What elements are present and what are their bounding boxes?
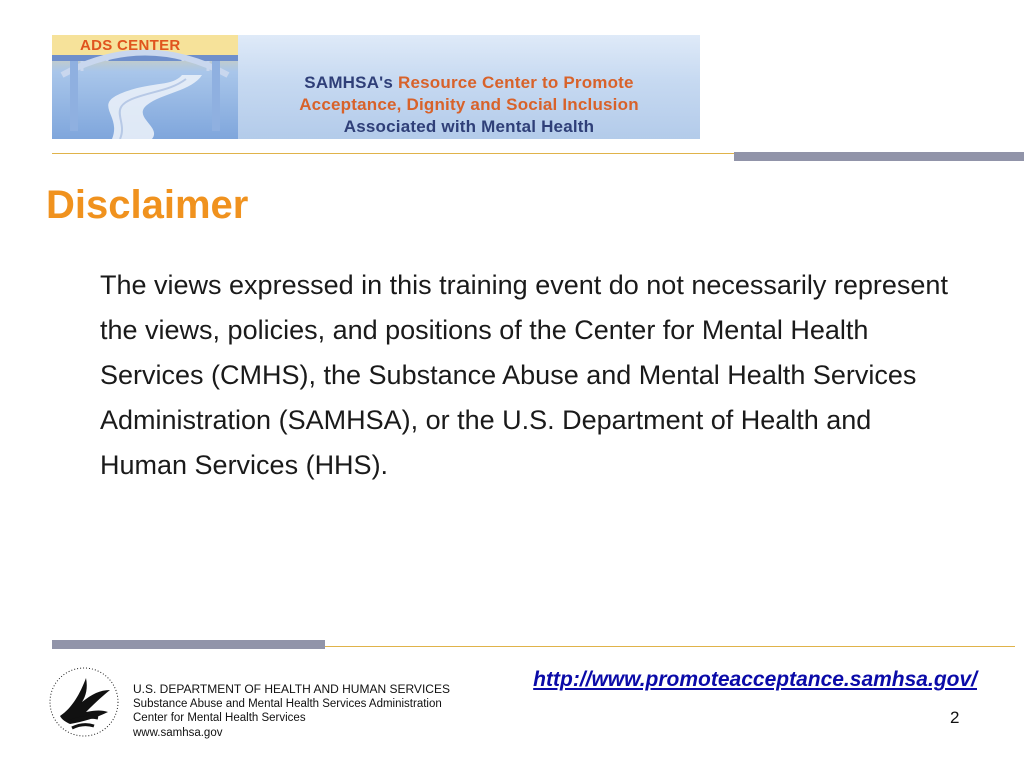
hhs-cmhs-name: Center for Mental Health Services bbox=[133, 712, 306, 724]
bottom-divider-line bbox=[325, 646, 1015, 647]
hhs-eagle-seal-icon bbox=[46, 664, 122, 740]
ads-center-label: ADS CENTER bbox=[80, 37, 181, 54]
top-accent-bar bbox=[734, 152, 1024, 161]
hhs-agency-text bbox=[133, 682, 450, 740]
banner-line-1-prefix: SAMHSA's bbox=[304, 73, 398, 92]
hhs-department-name: U.S. DEPARTMENT OF HEALTH AND HUMAN SERVICES bbox=[133, 682, 450, 696]
header-banner bbox=[52, 35, 700, 139]
bottom-accent-bar bbox=[52, 640, 325, 649]
banner-line-1-suffix: Resource Center to Promote bbox=[398, 73, 634, 92]
hhs-website: www.samhsa.gov bbox=[133, 726, 223, 739]
top-divider-line bbox=[52, 153, 734, 154]
banner-line-2: Acceptance, Dignity and Social Inclusion bbox=[299, 95, 639, 114]
disclaimer-text: The views expressed in this training event do not necessarily represent the views, policies, and positions of the Center for Mental Health Services (CMHS), the Substance Abuse and Mental Health Services Administration (SAMHSA), or the U.S. Department of Health and Human Services (HHS). bbox=[100, 270, 948, 480]
promoteacceptance-link[interactable]: http://www.promoteacceptance.samhsa.gov/ bbox=[533, 668, 977, 691]
page-number: 2 bbox=[950, 708, 960, 727]
slide-title: Disclaimer bbox=[46, 183, 249, 227]
banner-line-3: Associated with Mental Health bbox=[343, 117, 595, 136]
hhs-samhsa-name: Substance Abuse and Mental Health Services Administration bbox=[133, 697, 442, 710]
banner-line-1 bbox=[238, 73, 700, 93]
banner-text-panel bbox=[238, 35, 700, 139]
